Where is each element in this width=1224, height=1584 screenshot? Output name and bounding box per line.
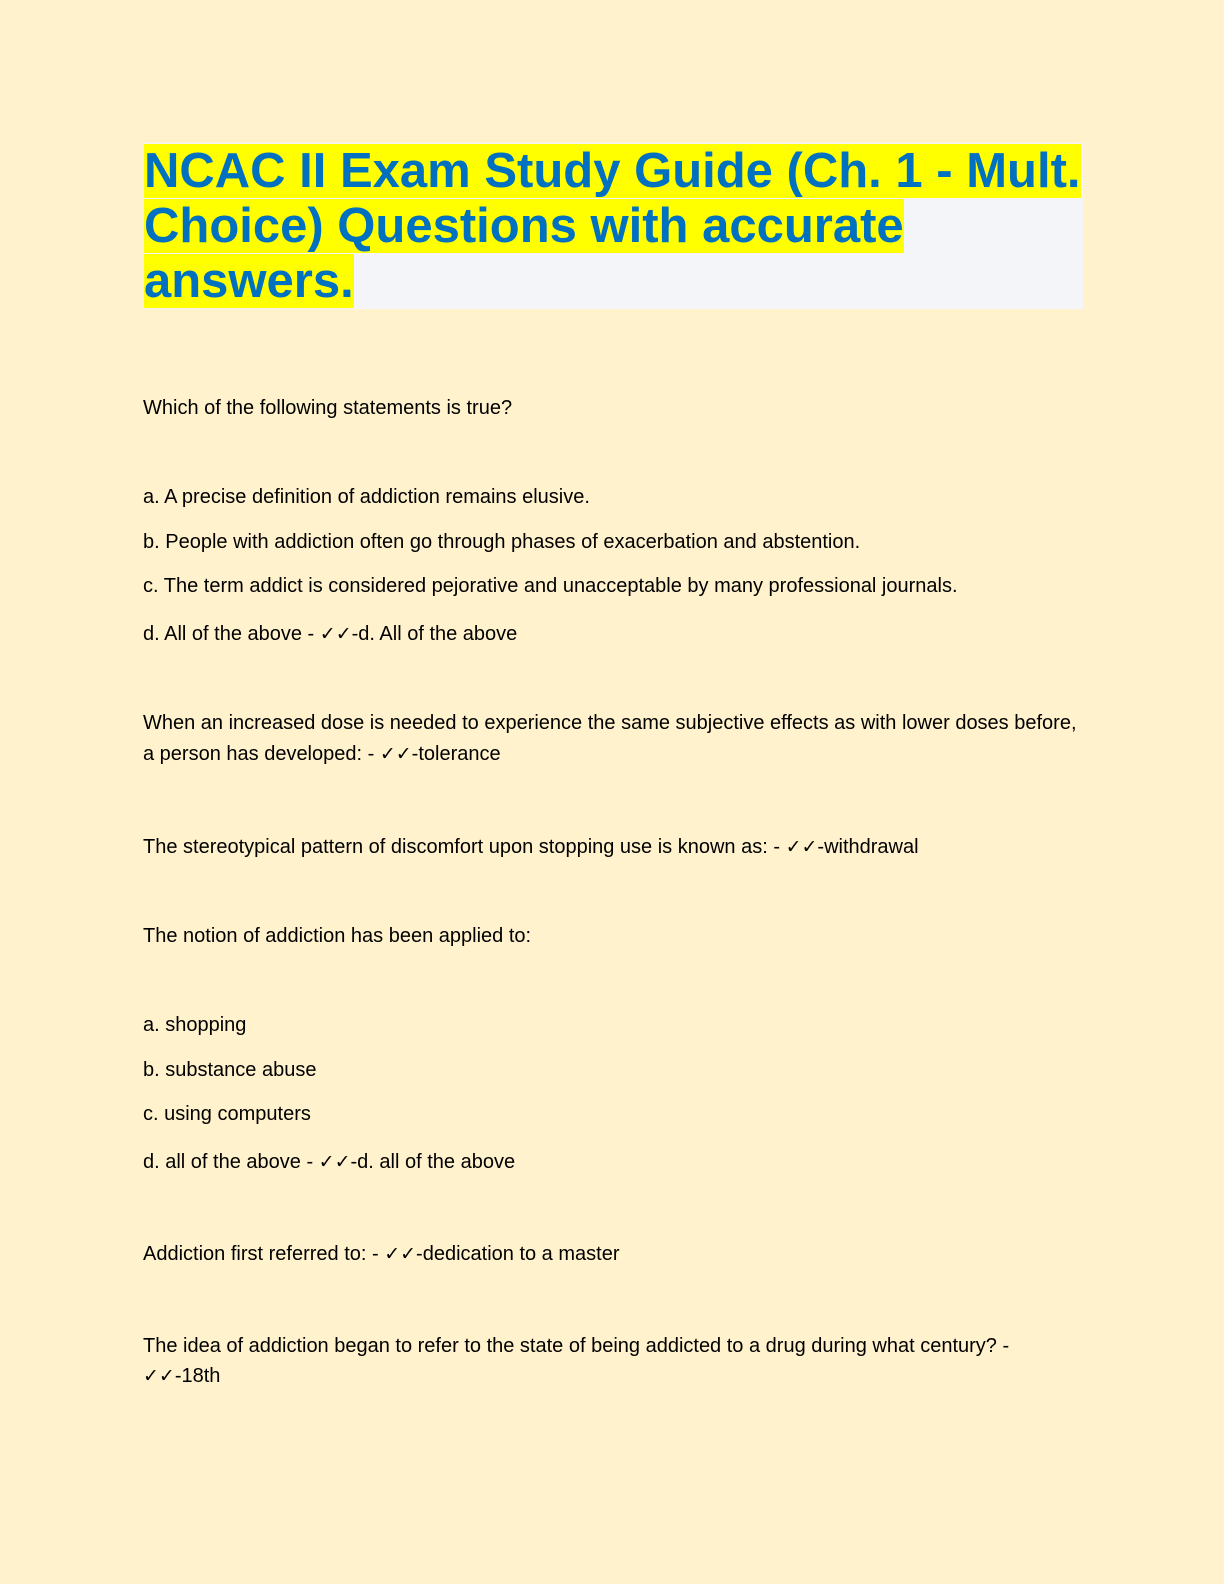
q4-option-c: c. using computers [143, 1103, 311, 1125]
checkmark-icon: ✓✓ [384, 1243, 417, 1265]
checkmark-icon: ✓✓ [785, 836, 818, 858]
q1-option-d [143, 619, 517, 650]
checkmark-icon: ✓✓ [143, 1365, 175, 1387]
q1-option-d-text: d. All of the above - [143, 623, 320, 645]
checkmark-icon: ✓✓ [319, 623, 352, 645]
q6-answer: -18th [174, 1365, 221, 1387]
question-2 [143, 708, 1083, 770]
q3-text: The stereotypical pattern of discomfort upon stopping use is known as: - [143, 836, 786, 858]
q4-option-d-text: d. all of the above - [143, 1151, 319, 1173]
question-6 [143, 1331, 1083, 1391]
q6-text: The idea of addiction began to refer to the state of being addicted to a drug during what century? - [143, 1335, 1010, 1357]
title-highlight: NCAC II Exam Study Guide (Ch. 1 - Mult. Choice) Questions with accurate answers. [144, 144, 1081, 308]
q4-option-a: a. shopping [143, 1014, 247, 1036]
q1-option-b: b. People with addiction often go through phases of exacerbation and abstention. [143, 531, 861, 553]
title-block [144, 143, 1083, 309]
question-4: The notion of addiction has been applied to: [143, 925, 532, 947]
q2-text: When an increased dose is needed to experience the same subjective effects as with lower doses before, a person has developed: - [143, 712, 1077, 765]
question-1: Which of the following statements is true? [143, 397, 513, 419]
document-title [144, 143, 1083, 309]
q1-option-a: a. A precise definition of addiction remains elusive. [143, 486, 590, 508]
q4-answer: -d. all of the above [350, 1151, 516, 1173]
checkmark-icon: ✓✓ [379, 743, 412, 765]
checkmark-icon: ✓✓ [318, 1151, 351, 1173]
question-3 [143, 832, 919, 863]
q5-answer: -dedication to a master [416, 1243, 620, 1265]
q4-option-d [143, 1147, 515, 1178]
q5-text: Addiction first referred to: - [143, 1243, 385, 1265]
question-5 [143, 1239, 619, 1270]
q1-answer: -d. All of the above [351, 623, 518, 645]
q2-answer: -tolerance [411, 743, 501, 765]
q1-option-c: c. The term addict is considered pejorative and unacceptable by many professional journals. [143, 575, 958, 597]
q3-answer: -withdrawal [817, 836, 919, 858]
q4-option-b: b. substance abuse [143, 1059, 317, 1081]
